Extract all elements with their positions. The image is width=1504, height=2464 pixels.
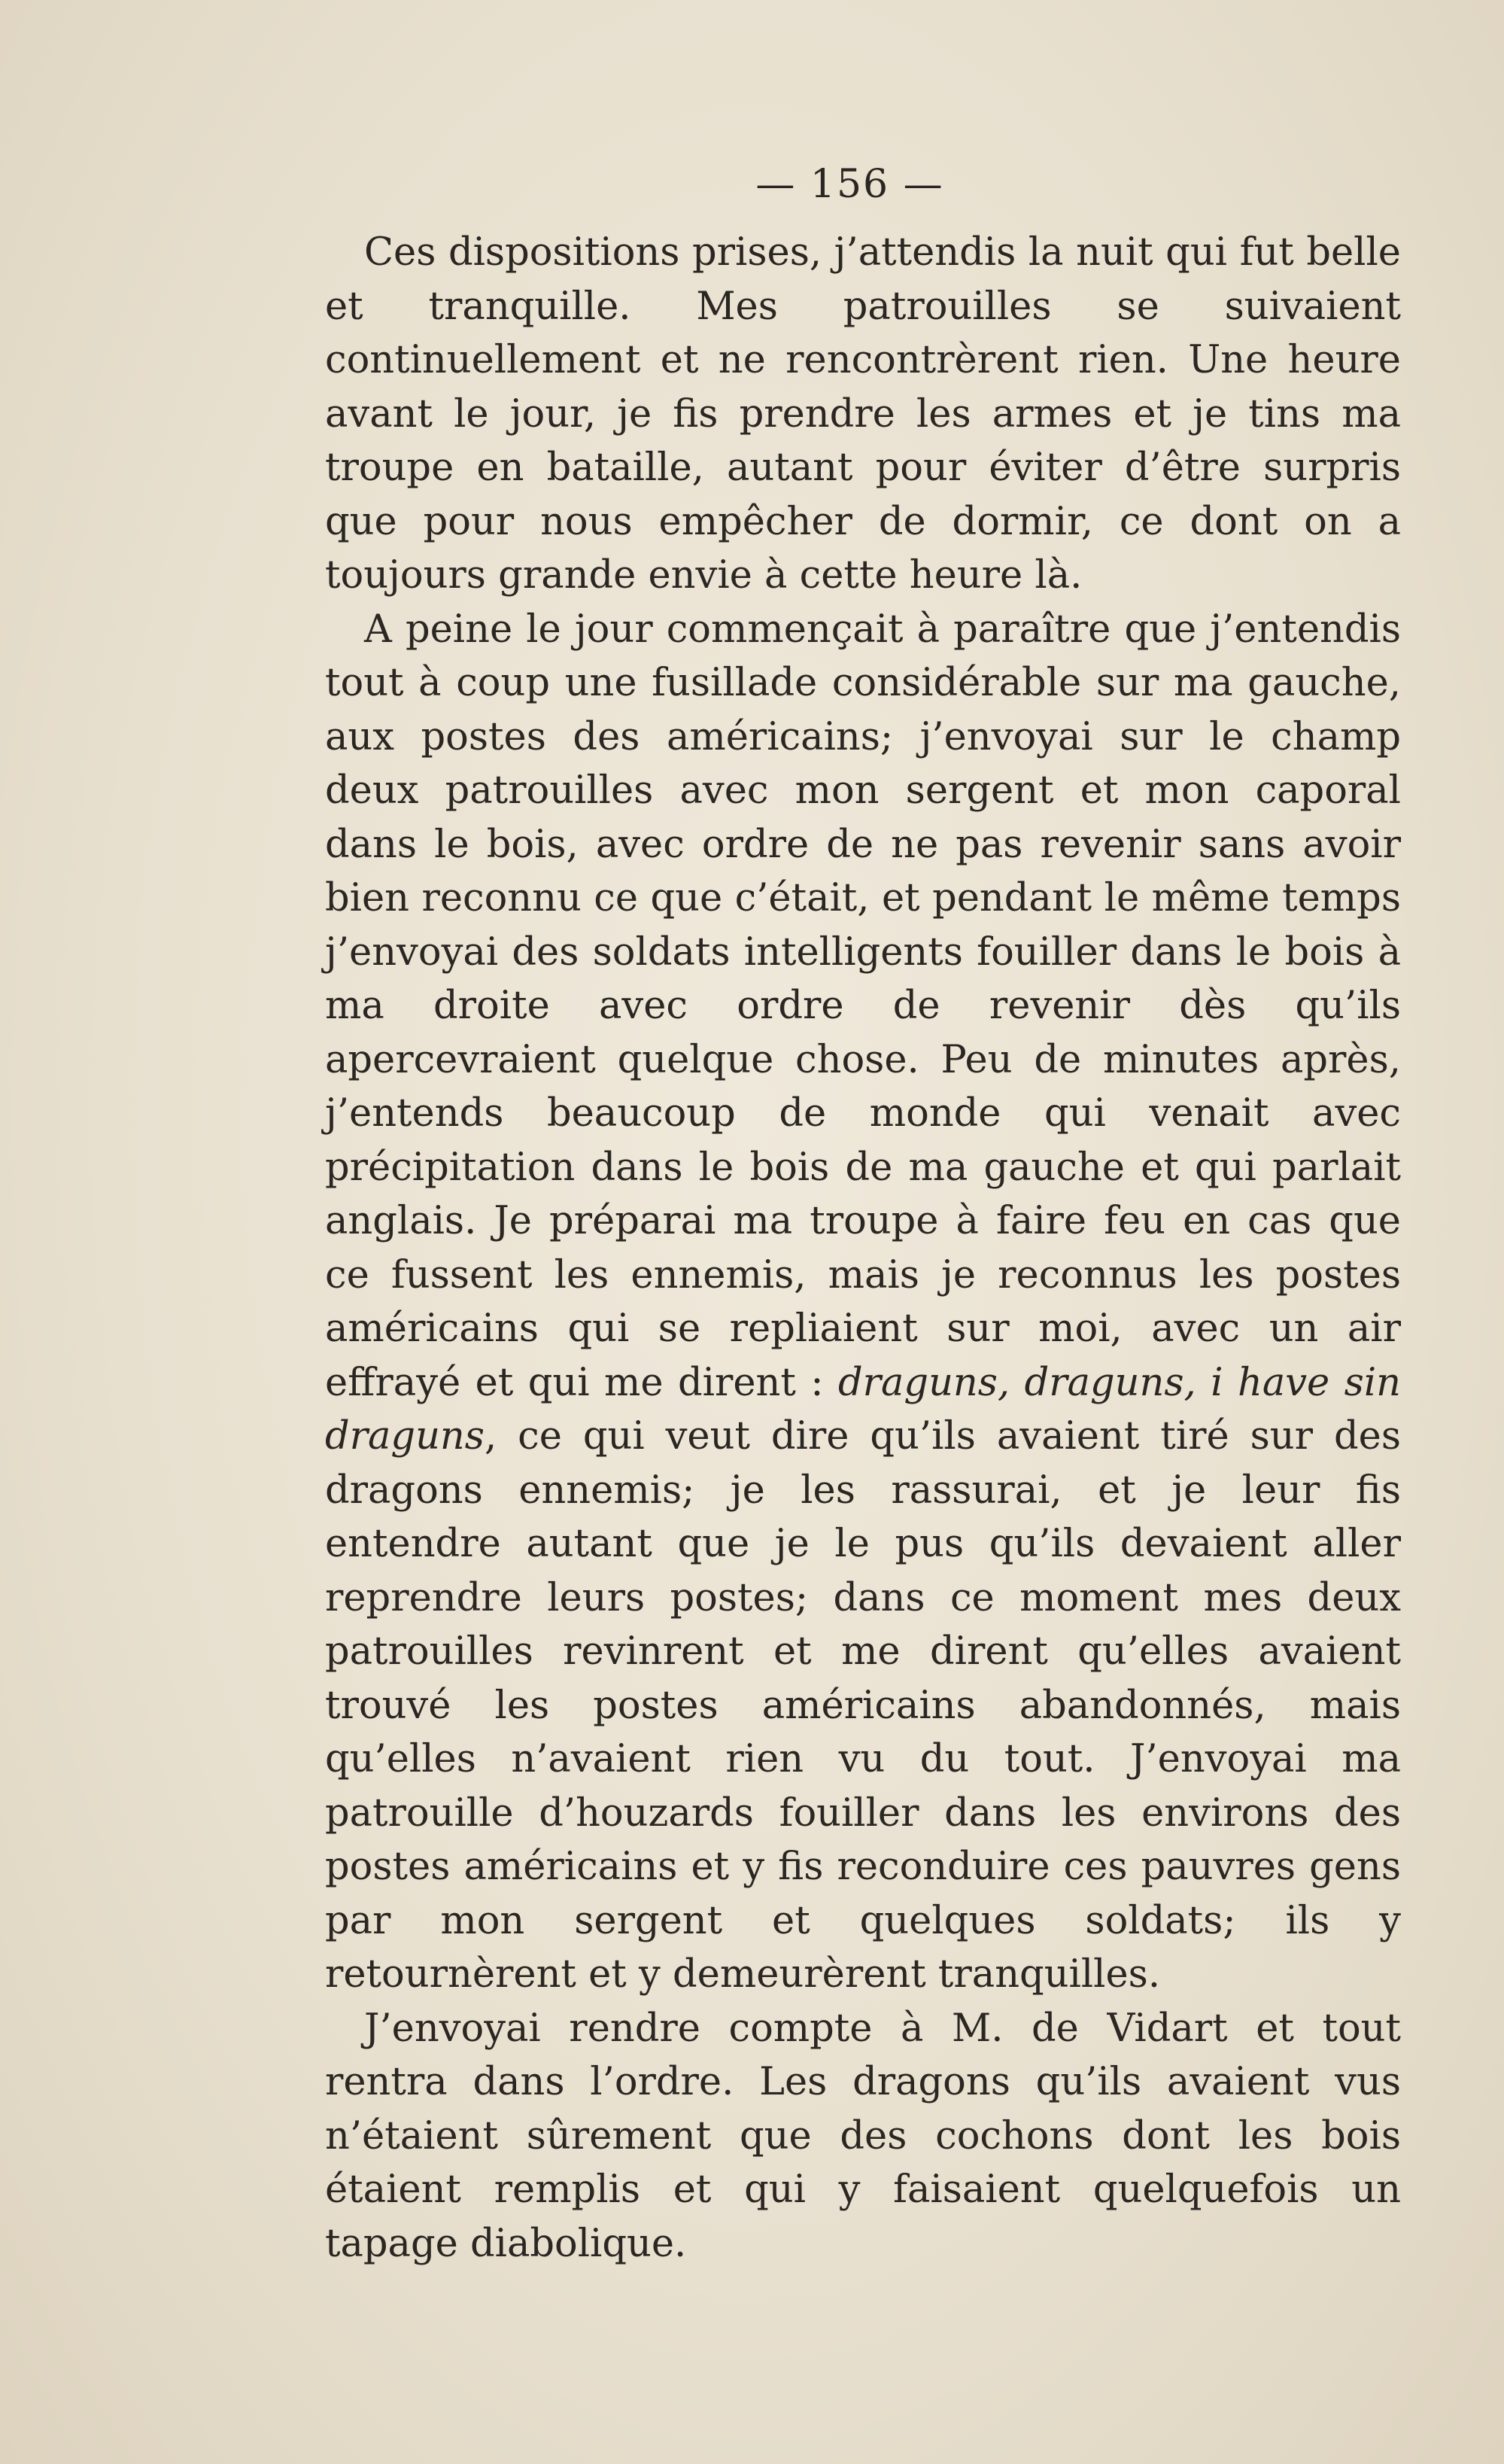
- paragraph: [325, 603, 1401, 2002]
- paragraph: [325, 226, 1401, 603]
- page-number: — 156 —: [755, 162, 944, 207]
- text-segment: A peine le jour commençait à paraître que j’entendis tout à coup une fusillade considérable sur ma gauche, aux postes des américains; j’envoyai sur le champ deux patrouilles avec mon sergent et mon caporal dans le bois, avec ordre de ne pas revenir sans avoir bien reconnu ce que c’était, et pendant le même temps j’envoyai des soldats intelligents fouiller dans le bois à ma droite avec ordre de revenir dès qu’ils apercevraient quelque chose. Peu de minutes après, j’entends beaucoup de monde qui venait avec précipitation dans le bois de ma gauche et qui parlait anglais. Je préparai ma troupe à faire feu en cas que ce fussent les ennemis, mais je reconnus les postes américains qui se repliaient sur moi, avec un air effrayé et qui me dirent :: [325, 607, 1401, 1405]
- paragraph: [325, 2002, 1401, 2271]
- text-segment: J’envoyai rendre compte à M. de Vidart et tout rentra dans l’ordre. Les dragons qu’ils avaient vus n’étaient sûrement que des cochons dont les bois étaient remplis et qui y faisaient quelquefois un tapage diabolique.: [325, 2006, 1401, 2266]
- text-segment: Ces dispositions prises, j’attendis la nuit qui fut belle et tranquille. Mes patrouilles se suivaient continuellement et ne rencontrèrent rien. Une heure avant le jour, je fis prendre les armes et je tins ma troupe en bataille, autant pour éviter d’être surpris que pour nous empêcher de dormir, ce dont on a toujours grande envie à cette heure là.: [325, 230, 1401, 598]
- body-text: [325, 226, 1401, 2271]
- italic-quote: draguns, draguns, i have sin draguns: [325, 1360, 1401, 1459]
- text-segment: , ce qui veut dire qu’ils avaient tiré sur des dragons ennemis; je les rassurai, et je leur fis entendre autant que je le pus qu’ils devaient aller reprendre leurs postes; dans ce moment mes deux patrouilles revinrent et me dirent qu’elles avaient trouvé les postes américains abandonnés, mais qu’elles n’avaient rien vu du tout. J’envoyai ma patrouille d’houzards fouiller dans les environs des postes américains et y fis reconduire ces pauvres gens par mon sergent et quelques soldats; ils y retournèrent et y demeurèrent tranquilles.: [325, 1414, 1401, 1997]
